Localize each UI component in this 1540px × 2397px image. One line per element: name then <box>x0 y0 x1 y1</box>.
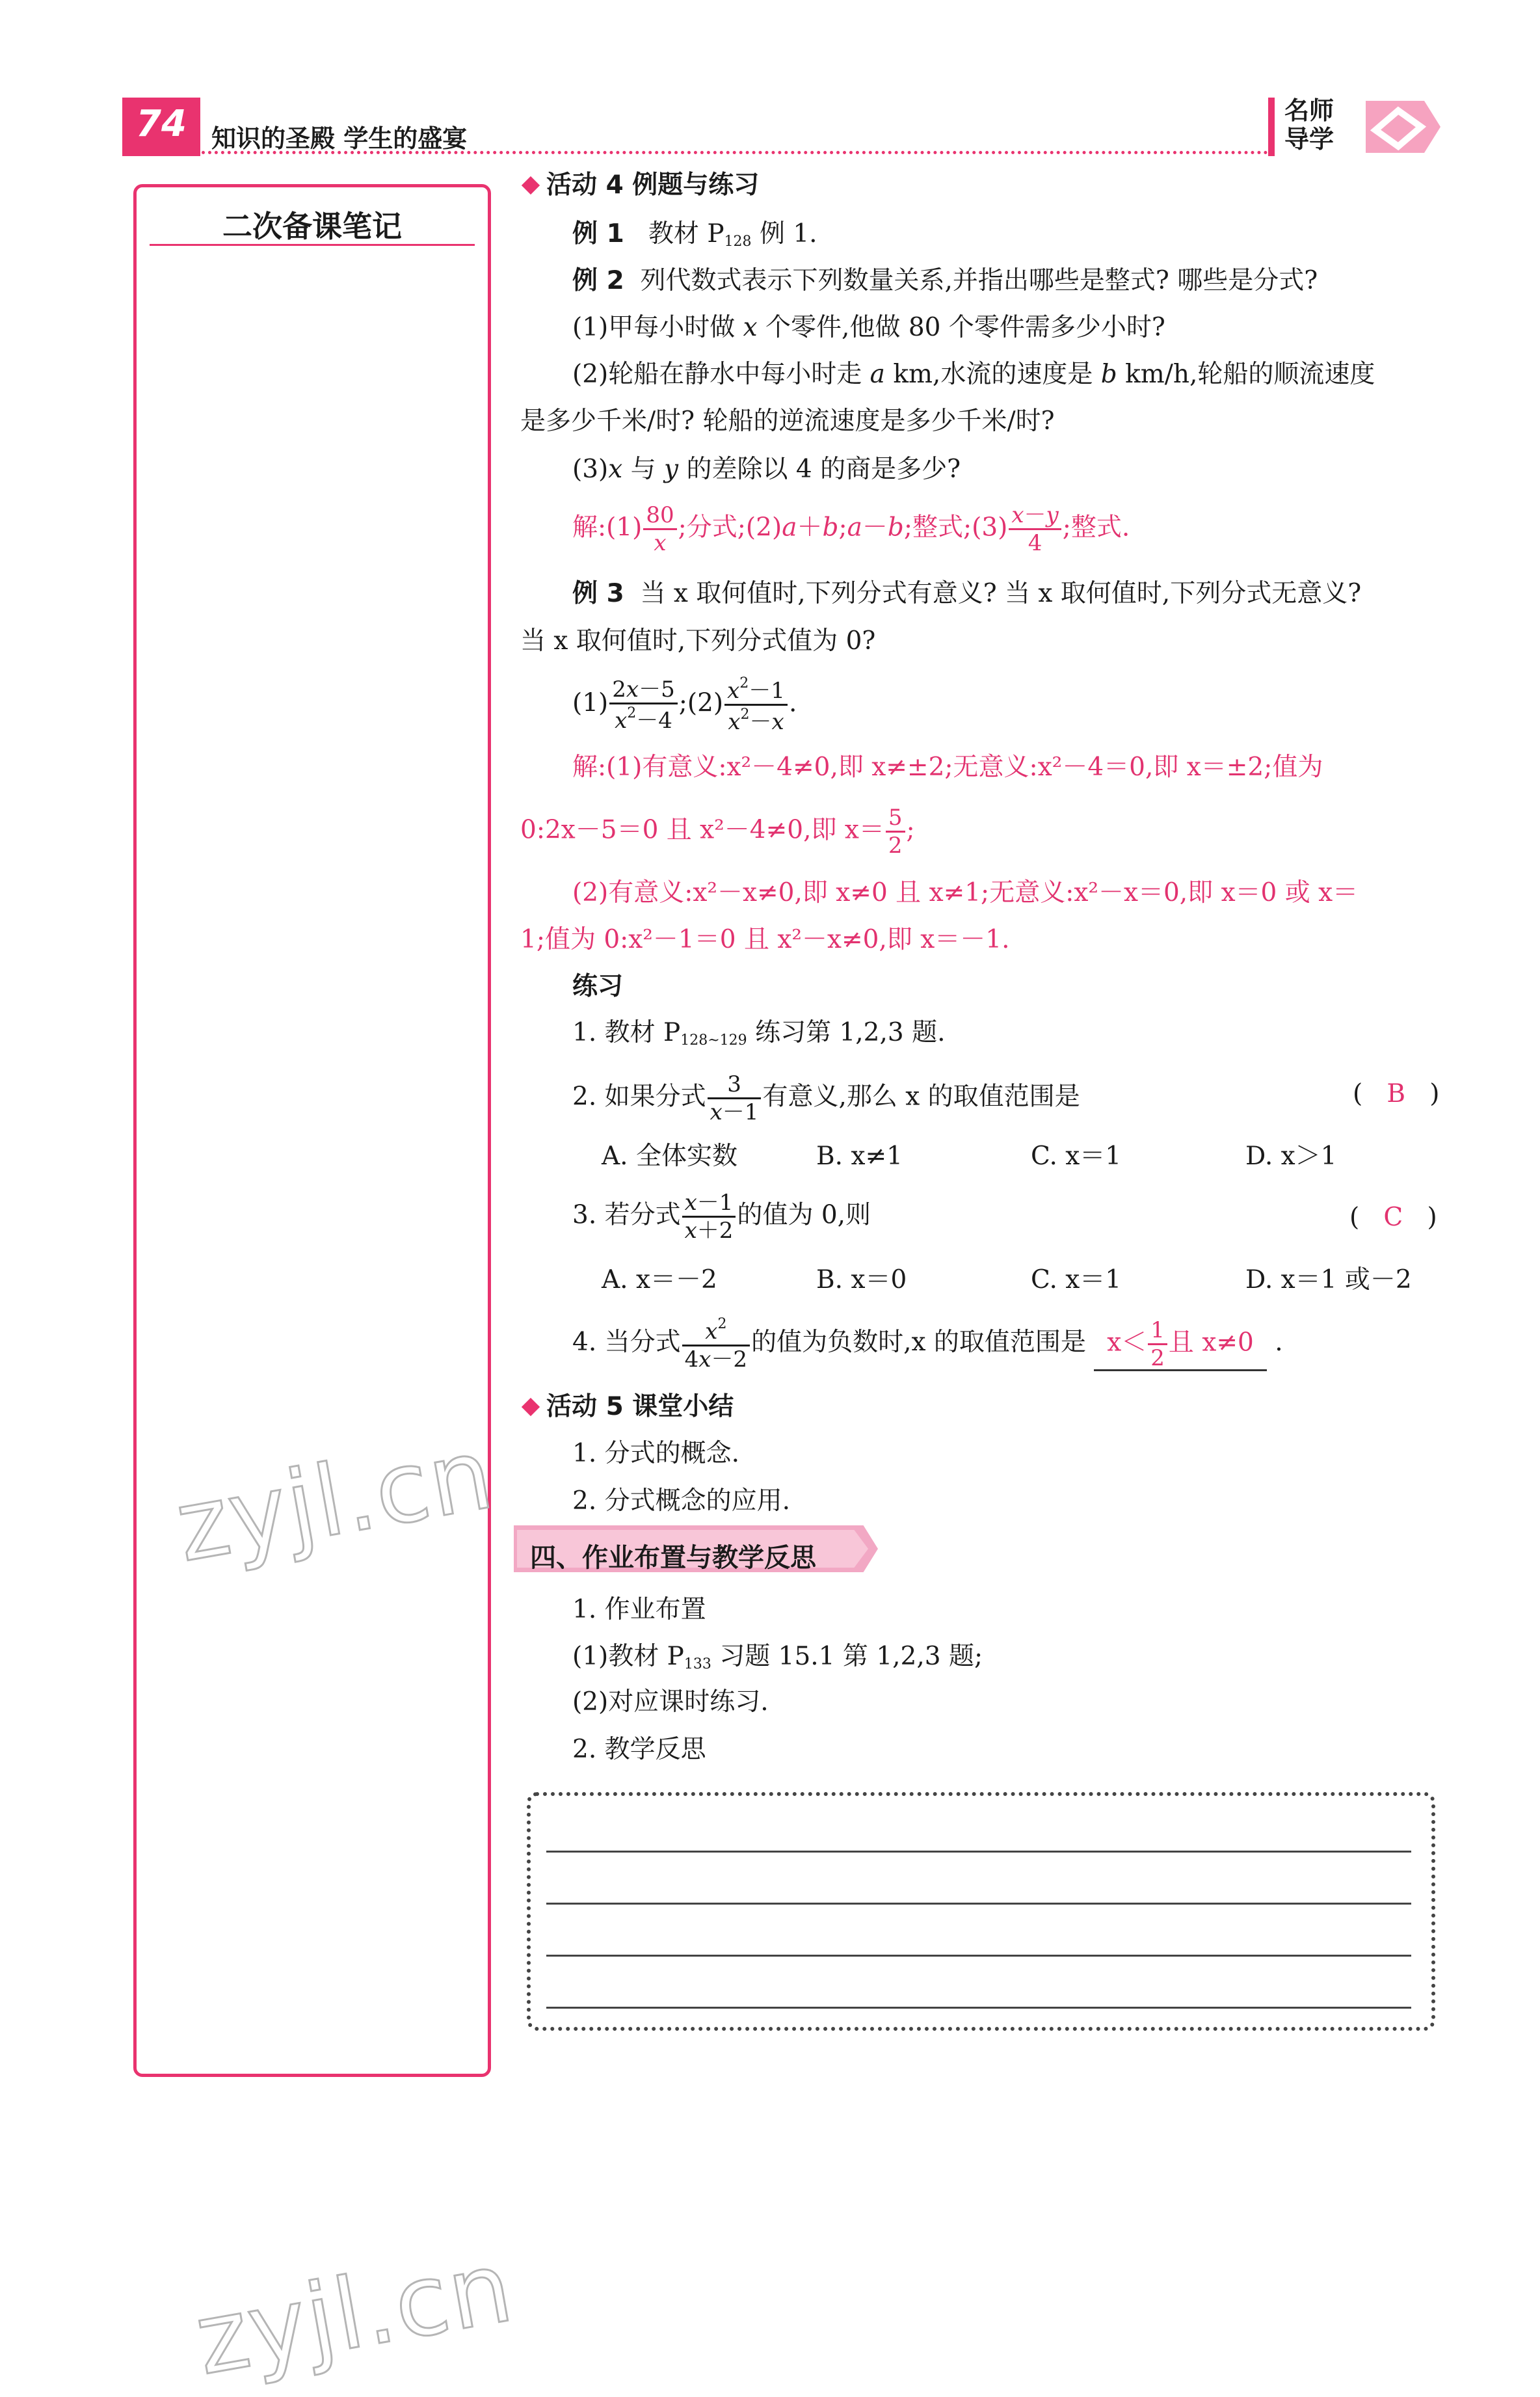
notes-panel <box>133 184 491 2077</box>
writing-line <box>546 1851 1411 1853</box>
practice-item4: 4. 当分式 $\frac{x^2}{4x-2}$ 的值为负数时,x 的取值范围是 x＜ $\frac{1}{2}$ 且 x≠0 . <box>572 1316 1283 1373</box>
practice-item3-choice-c: C. x＝1 <box>1031 1265 1122 1294</box>
practice-item3-choice-d: D. x＝1 或－2 <box>1245 1265 1412 1294</box>
brand-name: 名师导学 <box>1284 96 1334 154</box>
brand-bar <box>1268 98 1275 156</box>
summary-item2: 2. 分式概念的应用. <box>572 1486 791 1516</box>
section-title: 四、作业布置与教学反思 <box>530 1543 816 1573</box>
homework-heading: 1. 作业布置 <box>572 1595 706 1624</box>
writing-line <box>546 1903 1411 1905</box>
example2-solution: 解:(1) $\frac{80}{x}$ ;分式;(2)a＋b;a－b;整式;(3) $\frac{x-y}{4}$ ;整式. <box>572 502 1130 556</box>
practice-item3: 3. 若分式 $\frac{x-1}{x+2}$ 的值为 0,则 <box>572 1190 871 1244</box>
example3-solution2-cont: 1;值为 0:x²－1＝0 且 x²－x≠0,即 x＝－1. <box>520 925 1010 954</box>
diamond-bullet-icon <box>522 176 540 194</box>
notes-title: 二次备课笔记 <box>222 209 402 244</box>
example3-solution1: 解:(1)有意义:x²－4≠0,即 x≠±2;无意义:x²－4＝0,即 x＝±2;值为 <box>572 753 1323 782</box>
practice-item3-answer: ( C ) <box>1349 1203 1437 1232</box>
summary-item1: 1. 分式的概念. <box>572 1439 740 1468</box>
example2-q1: (1)甲每小时做 x 个零件,他做 80 个零件需多少小时? <box>572 313 1165 342</box>
example3-solution2: (2)有意义:x²－x≠0,即 x≠0 且 x≠1;无意义:x²－x＝0,即 x＝0 或 x＝ <box>572 878 1359 907</box>
practice-item2-choice-b: B. x≠1 <box>816 1142 903 1171</box>
diamond-bullet-icon <box>522 1397 540 1415</box>
example2-q3: (3)x 与 y 的差除以 4 的商是多少? <box>572 455 961 484</box>
practice-item2-answer: ( B ) <box>1353 1079 1440 1108</box>
practice-item4-answer: x＜ $\frac{1}{2}$ 且 x≠0 <box>1094 1319 1267 1371</box>
activity4-heading: 活动 4 例题与练习 <box>520 172 759 198</box>
watermark: zyjl.cn <box>187 2230 522 2397</box>
example3-prompt: 例 3 当 x 取何值时,下列分式有意义? 当 x 取何值时,下列分式无意义? <box>572 579 1362 608</box>
practice-item1: 1. 教材 $P_{128\sim 129}$ 练习第 1,2,3 题. <box>572 1018 946 1049</box>
homework-item1: (1)教材 $P_{133}$ 习题 15.1 第 1,2,3 题; <box>572 1642 983 1672</box>
example1: 例 1 教材 $P_{128}$ 例 1. <box>572 219 817 250</box>
example3-solution1-cont: 0:2x－5＝0 且 x²－4≠0,即 x＝ $\frac{5}{2}$ ; <box>520 805 915 859</box>
example2-prompt: 例 2 列代数式表示下列数量关系,并指出哪些是整式? 哪些是分式? <box>572 266 1318 295</box>
practice-item2-choice-c: C. x＝1 <box>1031 1142 1122 1171</box>
writing-line <box>546 1955 1411 1957</box>
example2-q2-cont: 是多少千米/时? 轮船的逆流速度是多少千米/时? <box>520 407 1055 436</box>
activity5-heading: 活动 5 课堂小结 <box>520 1394 734 1419</box>
homework-item2: (2)对应课时练习. <box>572 1687 769 1717</box>
practice-item3-choice-b: B. x＝0 <box>816 1265 907 1294</box>
reflection-box <box>527 1792 1435 2031</box>
example3-prompt-cont: 当 x 取何值时,下列分式值为 0? <box>520 626 876 656</box>
practice-item2: 2. 如果分式 $\frac{3}{x-1}$ 有意义,那么 x 的取值范围是 <box>572 1071 1080 1125</box>
example2-q2: (2)轮船在静水中每小时走 a km,水流的速度是 b km/h,轮船的顺流速度 <box>572 360 1375 389</box>
brand-logo-icon <box>1359 94 1444 159</box>
practice-heading: 练习 <box>572 972 624 1001</box>
writing-line <box>546 2007 1411 2009</box>
header-slogan: 知识的圣殿 学生的盛宴 <box>211 124 468 153</box>
watermark: zyjl.cn <box>168 1417 502 1585</box>
practice-item3-choice-a: A. x＝－2 <box>602 1265 717 1294</box>
notes-title-underline <box>150 244 475 246</box>
example3-fractions: (1) $\frac{2x-5}{x^2-4}$ ;(2) $\frac{x^2-1}{x^2-x}$ . <box>572 675 797 735</box>
header-divider <box>202 151 1275 154</box>
page-number: 74 <box>136 103 187 145</box>
practice-item2-choices: A. 全体实数 <box>602 1142 737 1171</box>
reflection-heading: 2. 教学反思 <box>572 1735 706 1764</box>
practice-item2-choice-d: D. x＞1 <box>1245 1142 1337 1171</box>
